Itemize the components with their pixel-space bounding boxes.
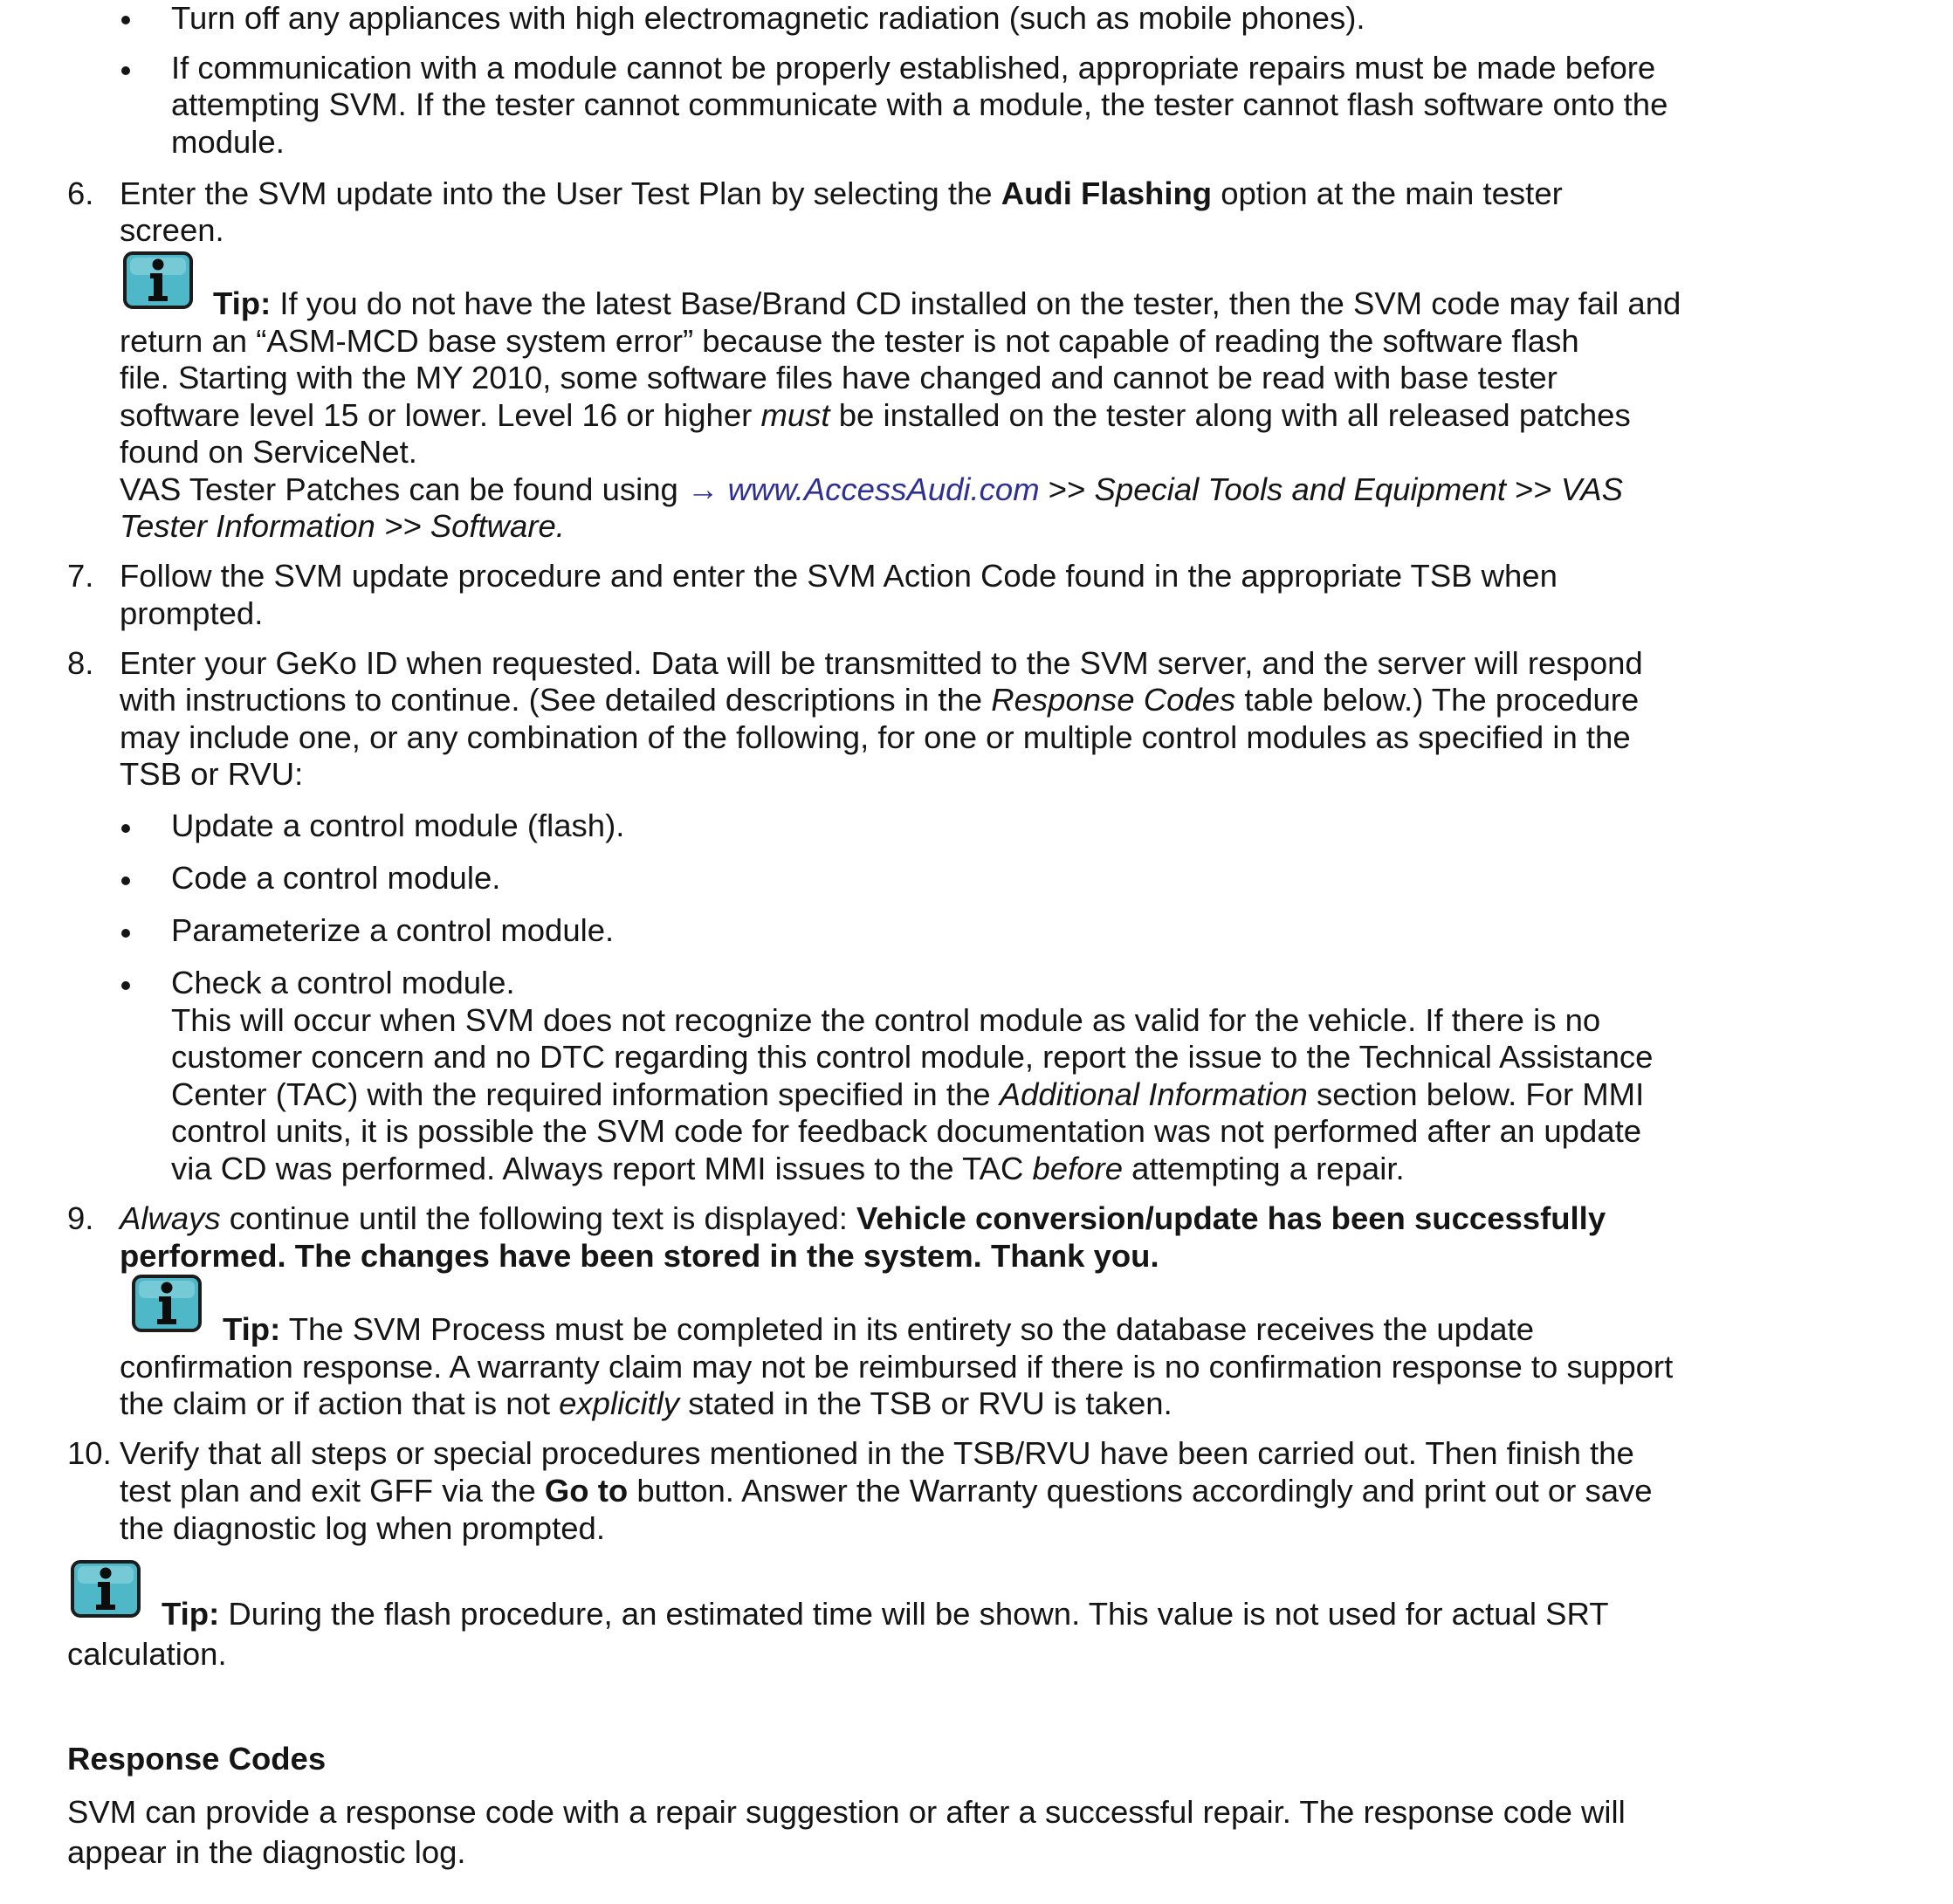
go-to-label: Go to — [544, 1473, 629, 1509]
tip-text: found on ServiceNet. — [120, 434, 417, 470]
bullet-text: attempting SVM. If the tester cannot communicate with a module, the tester cannot flash software onto the — [171, 86, 1668, 122]
bullet-text: Turn off any appliances with high electromagnetic radiation (such as mobile phones). — [171, 0, 1365, 36]
bullet-text: Code a control module. — [171, 860, 501, 896]
step-text: performed. The changes have been stored in the system. Thank you. — [120, 1238, 1159, 1274]
bullet-dot — [121, 66, 130, 75]
check-text: This will occur when SVM does not recognize the control module as valid for the vehicle. If there is no — [171, 1002, 1601, 1038]
bullet-text: Parameterize a control module. — [171, 912, 615, 948]
bullet-dot — [121, 824, 130, 833]
tip-text: the claim or if action that is not explicitly stated in the TSB or RVU is taken. — [120, 1385, 1172, 1421]
tip-text: calculation. — [67, 1636, 227, 1672]
bullet-text: Update a control module (flash). — [171, 808, 625, 843]
step-text: Enter your GeKo ID when requested. Data will be transmitted to the SVM server, and the server will respond — [120, 645, 1643, 681]
audi-flashing-label: Audi Flashing — [1001, 175, 1213, 211]
bullet-dot — [121, 876, 130, 885]
bullet-dot — [121, 16, 130, 24]
step-text: TSB or RVU: — [120, 756, 304, 792]
step-text: prompted. — [120, 595, 264, 631]
section-heading: Response Codes — [67, 1741, 327, 1777]
tip-text: Tip: During the flash procedure, an estimated time will be shown. This value is not used for actual SRT — [162, 1596, 1609, 1632]
tip-text: Tip: The SVM Process must be completed in its entirety so the database receives the update — [223, 1311, 1534, 1347]
step-text: Always continue until the following text is displayed: Vehicle conversion/update has been successfully — [120, 1200, 1606, 1236]
check-text: via CD was performed. Always report MMI issues to the TAC before attempting a repair. — [171, 1151, 1405, 1186]
tip-label: Tip: — [223, 1311, 281, 1347]
tip-text: Tip: If you do not have the latest Base/Brand CD installed on the tester, then the SVM code may fail and — [213, 285, 1681, 321]
step-text: the diagnostic log when prompted. — [120, 1510, 605, 1546]
info-icon — [130, 1273, 203, 1334]
tip-text: return an “ASM-MCD base system error” because the tester is not capable of reading the software flash — [120, 323, 1579, 359]
step-text: may include one, or any combination of the following, for one or multiple control modules as specified in the — [120, 719, 1631, 755]
tip-text: software level 15 or lower. Level 16 or higher must be installed on the tester along with all released patches — [120, 397, 1631, 433]
bullet-text: module. — [171, 124, 285, 160]
tip-text: Tester Information >> Software. — [120, 508, 565, 544]
step-number: 10. — [67, 1435, 112, 1471]
check-text: Center (TAC) with the required information specified in the Additional Information section below. For MMI — [171, 1076, 1645, 1112]
step-number: 9. — [67, 1200, 94, 1236]
tip-text: confirmation response. A warranty claim may not be reimbursed if there is no confirmation response to support — [120, 1349, 1674, 1385]
bullet-text: Check a control module. — [171, 965, 515, 1000]
step-number: 8. — [67, 645, 94, 681]
info-icon — [69, 1558, 142, 1619]
check-text: control units, it is possible the SVM code for feedback documentation was not performed after an update — [171, 1113, 1642, 1149]
step-text: Follow the SVM update procedure and enter the SVM Action Code found in the appropriate TSB when — [120, 558, 1558, 594]
info-icon — [121, 250, 195, 311]
check-text: customer concern and no DTC regarding this control module, report the issue to the Technical Assistance — [171, 1039, 1654, 1075]
step-text: screen. — [120, 212, 224, 248]
step-text: test plan and exit GFF via the Go to button. Answer the Warranty questions accordingly and print out or save — [120, 1473, 1653, 1509]
bullet-text: If communication with a module cannot be properly established, appropriate repairs must be made before — [171, 50, 1656, 86]
step-number: 6. — [67, 175, 94, 211]
bullet-dot — [121, 929, 130, 938]
step-text: with instructions to continue. (See detailed descriptions in the Response Codes table below.) The procedure — [120, 682, 1640, 718]
step-text: Enter the SVM update into the User Test Plan by selecting the Audi Flashing option at the main tester — [120, 175, 1563, 211]
bullet-dot — [121, 981, 130, 990]
tip-text: file. Starting with the MY 2010, some software files have changed and cannot be read with base tester — [120, 360, 1558, 395]
tip-label: Tip: — [162, 1596, 220, 1632]
paragraph: SVM can provide a response code with a repair suggestion or after a successful repair. The response code will — [67, 1794, 1626, 1830]
tip-text: VAS Tester Patches can be found using → www.AccessAudi.com >> Special Tools and Equipment >> VAS — [120, 471, 1623, 507]
tip-label: Tip: — [213, 285, 272, 321]
step-number: 7. — [67, 558, 94, 594]
step-text: Verify that all steps or special procedures mentioned in the TSB/RVU have been carried out. Then finish the — [120, 1435, 1634, 1471]
paragraph: appear in the diagnostic log. — [67, 1834, 466, 1870]
accessaudi-link[interactable]: → www.AccessAudi.com — [686, 471, 1040, 507]
